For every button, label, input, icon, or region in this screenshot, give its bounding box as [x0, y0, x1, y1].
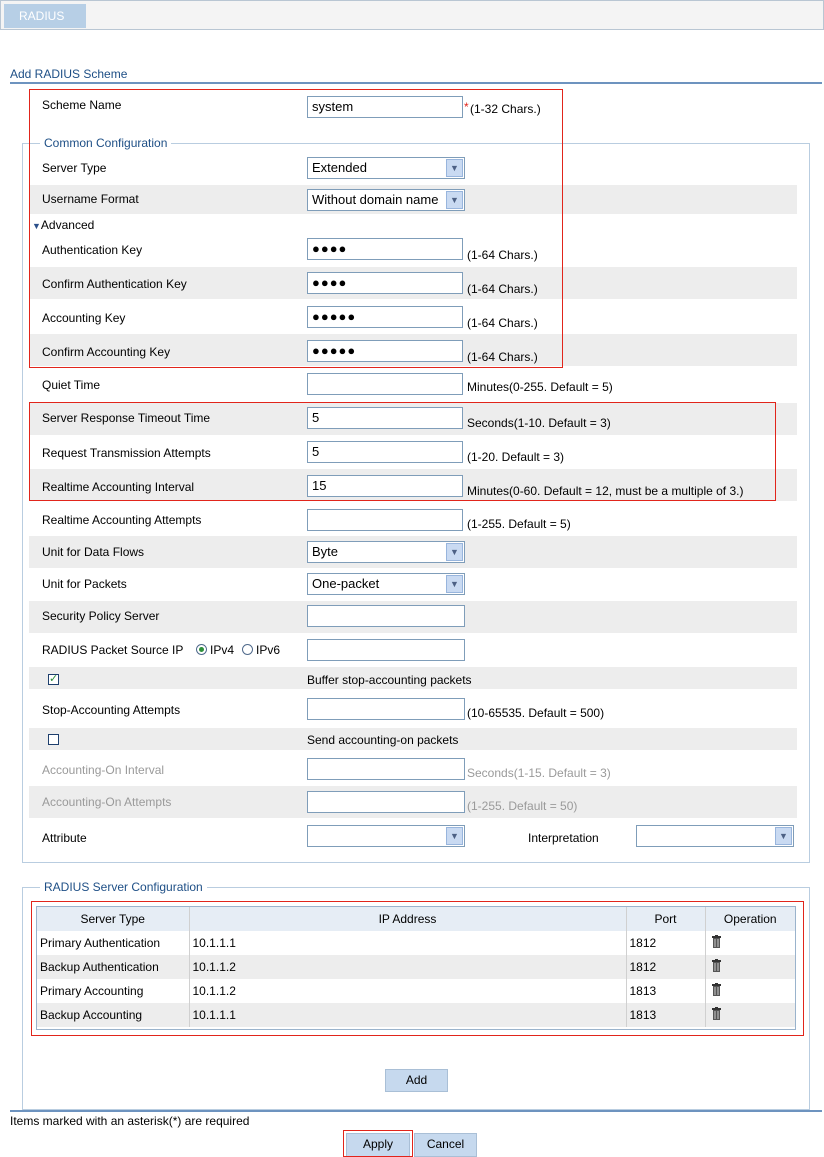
port-cell: 1812 [626, 931, 705, 955]
tab-radius[interactable]: RADIUS [4, 4, 86, 28]
required-note: Items marked with an asterisk(*) are required [10, 1114, 250, 1128]
auth-key-hint: (1-64 Chars.) [467, 248, 538, 262]
server-type-cell: Primary Authentication [37, 931, 189, 955]
ip-cell: 10.1.1.1 [189, 931, 626, 955]
confirm-acct-key-hint: (1-64 Chars.) [467, 350, 538, 364]
ipv6-radio[interactable] [242, 644, 253, 655]
attribute-label: Attribute [42, 831, 87, 845]
port-cell: 1812 [626, 955, 705, 979]
source-ip-label: RADIUS Packet Source IP [42, 643, 184, 657]
port-cell: 1813 [626, 979, 705, 1003]
confirm-acct-key-label: Confirm Accounting Key [42, 345, 171, 359]
scheme-name-label: Scheme Name [42, 98, 122, 112]
quiet-time-hint: Minutes(0-255. Default = 5) [467, 380, 613, 394]
timeout-label: Server Response Timeout Time [42, 411, 211, 425]
username-format-value: Without domain name [312, 192, 439, 207]
packet-unit-label: Unit for Packets [42, 577, 127, 591]
quiet-time-input[interactable] [307, 373, 463, 395]
col-port: Port [626, 907, 705, 931]
ipv4-radio[interactable] [196, 644, 207, 655]
cancel-button[interactable]: Cancel [414, 1133, 477, 1157]
server-config-legend: RADIUS Server Configuration [40, 880, 207, 894]
chevron-down-icon: ▼ [446, 575, 463, 593]
stop-attempts-hint: (10-65535. Default = 500) [467, 706, 605, 720]
buffer-stop-checkbox[interactable] [48, 674, 59, 685]
quiet-time-label: Quiet Time [42, 378, 101, 392]
stop-attempts-label: Stop-Accounting Attempts [42, 703, 181, 717]
title-divider [10, 82, 822, 84]
triangle-down-icon: ▼ [32, 221, 41, 231]
ip-cell: 10.1.1.1 [189, 1003, 626, 1027]
rt-interval-hint: Minutes(0-60. Default = 12, must be a multiple of 3.) [467, 484, 744, 498]
common-config-legend: Common Configuration [40, 136, 171, 150]
interpretation-label: Interpretation [528, 831, 599, 845]
send-on-checkbox[interactable] [48, 734, 59, 745]
auth-key-label: Authentication Key [42, 243, 143, 257]
packet-unit-value: One-packet [312, 576, 380, 591]
attempts-label: Request Transmission Attempts [42, 446, 211, 460]
data-unit-value: Byte [312, 544, 339, 559]
on-attempts-label: Accounting-On Attempts [42, 795, 172, 809]
interpretation-select[interactable] [636, 825, 794, 847]
confirm-acct-key-input[interactable]: ●●●●● [307, 340, 463, 362]
col-ip-address: IP Address [189, 907, 626, 931]
packet-unit-select[interactable] [307, 573, 465, 595]
ip-cell: 10.1.1.2 [189, 955, 626, 979]
source-ip-input[interactable] [307, 639, 465, 661]
required-asterisk: * [464, 100, 469, 114]
rt-attempts-hint: (1-255. Default = 5) [467, 517, 571, 531]
add-button[interactable]: Add [385, 1069, 448, 1092]
buffer-stop-label: Buffer stop-accounting packets [307, 673, 472, 687]
confirm-auth-key-label: Confirm Authentication Key [42, 277, 187, 291]
server-type-cell: Primary Accounting [37, 979, 189, 1003]
footer-divider [10, 1110, 822, 1112]
on-interval-input[interactable] [307, 758, 465, 780]
rt-attempts-input[interactable] [307, 509, 463, 531]
server-type-label: Server Type [42, 161, 107, 175]
acct-key-input[interactable]: ●●●●● [307, 306, 463, 328]
chevron-down-icon: ▼ [446, 191, 463, 209]
send-on-label: Send accounting-on packets [307, 733, 459, 747]
check-icon: ✓ [49, 673, 59, 685]
username-format-label: Username Format [42, 192, 139, 206]
server-type-value: Extended [312, 160, 367, 175]
ip-cell: 10.1.1.2 [189, 979, 626, 1003]
stop-attempts-input[interactable] [307, 698, 465, 720]
highlight-box-servers [31, 901, 804, 1036]
ipv6-label: IPv6 [256, 643, 281, 657]
rt-attempts-label: Realtime Accounting Attempts [42, 513, 202, 527]
rt-interval-input[interactable]: 15 [307, 475, 463, 497]
highlight-box-apply [343, 1130, 413, 1157]
server-type-cell: Backup Authentication [37, 955, 189, 979]
auth-key-input[interactable]: ●●●● [307, 238, 463, 260]
ipv4-label: IPv4 [210, 643, 235, 657]
col-server-type: Server Type [37, 907, 189, 931]
timeout-input[interactable]: 5 [307, 407, 463, 429]
highlight-box-keys [29, 89, 563, 368]
attempts-input[interactable]: 5 [307, 441, 463, 463]
on-interval-hint: Seconds(1-15. Default = 3) [467, 766, 611, 780]
timeout-hint: Seconds(1-10. Default = 3) [467, 416, 611, 430]
chevron-down-icon: ▼ [446, 159, 463, 177]
scheme-name-input[interactable]: system [307, 96, 463, 118]
scheme-name-hint: (1-32 Chars.) [470, 102, 541, 116]
security-server-input[interactable] [307, 605, 465, 627]
data-unit-select[interactable] [307, 541, 465, 563]
tab-bar [0, 0, 824, 30]
attempts-hint: (1-20. Default = 3) [467, 450, 565, 464]
server-type-cell: Backup Accounting [37, 1003, 189, 1027]
advanced-label: Advanced [40, 218, 95, 232]
rt-interval-label: Realtime Accounting Interval [42, 480, 195, 494]
confirm-auth-key-hint: (1-64 Chars.) [467, 282, 538, 296]
confirm-auth-key-input[interactable]: ●●●● [307, 272, 463, 294]
highlight-box-timers [29, 402, 776, 501]
acct-key-hint: (1-64 Chars.) [467, 316, 538, 330]
on-interval-label: Accounting-On Interval [42, 763, 165, 777]
acct-key-label: Accounting Key [42, 311, 126, 325]
col-operation: Operation [723, 912, 777, 926]
chevron-down-icon: ▼ [446, 827, 463, 845]
on-attempts-input[interactable] [307, 791, 465, 813]
security-server-label: Security Policy Server [42, 609, 160, 623]
chevron-down-icon: ▼ [446, 543, 463, 561]
attribute-select[interactable] [307, 825, 465, 847]
apply-button[interactable]: Apply [346, 1133, 410, 1157]
page-title: Add RADIUS Scheme [10, 67, 128, 81]
on-attempts-hint: (1-255. Default = 50) [467, 799, 578, 813]
port-cell: 1813 [626, 1003, 705, 1027]
chevron-down-icon: ▼ [775, 827, 792, 845]
data-unit-label: Unit for Data Flows [42, 545, 145, 559]
